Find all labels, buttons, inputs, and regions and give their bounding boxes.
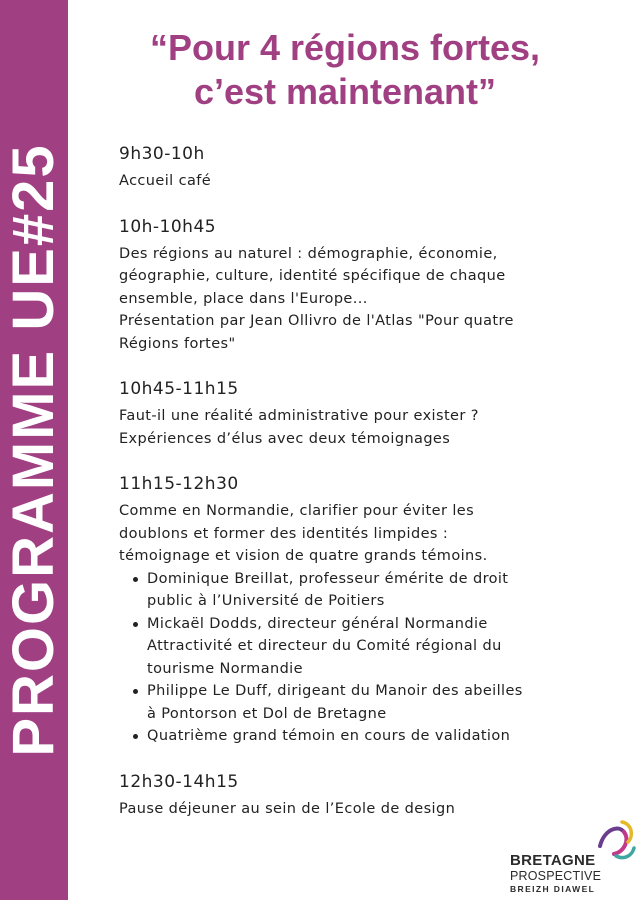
witness-list [119, 568, 619, 748]
session-desc-line: Présentation par Jean Ollivro de l'Atlas "Pour quatre [119, 313, 514, 329]
session-desc-line: Des régions au naturel : démographie, économie, [119, 245, 498, 262]
logo-text-prospective: PROSPECTIVE [510, 869, 602, 883]
session-time: 11h15-12h30 [119, 474, 239, 494]
session-desc-line: doublons et former des identités limpides : [119, 525, 449, 542]
session-description [119, 243, 619, 356]
title-line-2: c’est maintenant” [193, 71, 497, 112]
session-desc-line: Comme en Normandie, clarifier pour éviter les [119, 503, 475, 519]
session-0930 [119, 144, 619, 193]
session-time: 12h30-14h15 [119, 771, 239, 792]
list-item-line: Quatrième grand témoin en cours de validation [147, 728, 511, 744]
session-desc-line: Régions fortes" [119, 335, 236, 352]
session-time: 10h45-11h15 [119, 379, 239, 399]
page-title [90, 26, 600, 114]
list-item [133, 680, 619, 725]
session-time: 9h30-10h [119, 144, 205, 164]
list-item-line: Mickaël Dodds, directeur général Normandie [147, 615, 488, 632]
list-item [133, 613, 619, 681]
session-desc-line: Pause déjeuner au sein de l’Ecole de design [119, 800, 456, 817]
session-1045 [119, 379, 619, 450]
logo-swirl-icon [594, 816, 636, 864]
session-description [119, 170, 619, 193]
session-desc-line: Accueil café [119, 173, 212, 189]
session-desc-line: géographie, culture, identité spécifique de chaque [119, 268, 506, 284]
list-item-line: Attractivité et directeur du Comité régional du [147, 638, 502, 654]
session-desc-line: ensemble, place dans l'Europe... [119, 290, 368, 307]
bretagne-prospective-logo [502, 812, 638, 900]
session-description [119, 405, 619, 450]
programme-schedule [119, 144, 619, 844]
list-item-line: Dominique Breillat, professeur émérite de droit [147, 570, 509, 587]
title-line-1: “Pour 4 régions fortes, [149, 27, 541, 68]
logo-text-bretagne: BRETAGNE [510, 852, 596, 869]
sidebar-label: PROGRAMME UE#25 [1, 143, 66, 757]
list-item [133, 568, 619, 613]
session-desc-line: témoignage et vision de quatre grands témoins. [119, 548, 488, 564]
session-desc-line: Expériences d’élus avec deux témoignages [119, 430, 451, 447]
list-item-line: tourisme Normandie [147, 660, 303, 677]
list-item-line: public à l’Université de Poitiers [147, 593, 385, 609]
session-desc-line: Faut-il une réalité administrative pour exister ? [119, 408, 479, 424]
list-item [133, 725, 619, 748]
session-time: 10h-10h45 [119, 216, 217, 237]
session-1000 [119, 217, 619, 356]
session-1115 [119, 474, 619, 748]
session-description [119, 500, 619, 568]
logo-text-breizh: BREIZH DIAWEL [510, 884, 596, 894]
list-item-line: Philippe Le Duff, dirigeant du Manoir des abeilles [147, 683, 523, 699]
sidebar-banner [0, 0, 68, 900]
list-item-line: à Pontorson et Dol de Bretagne [147, 705, 387, 722]
